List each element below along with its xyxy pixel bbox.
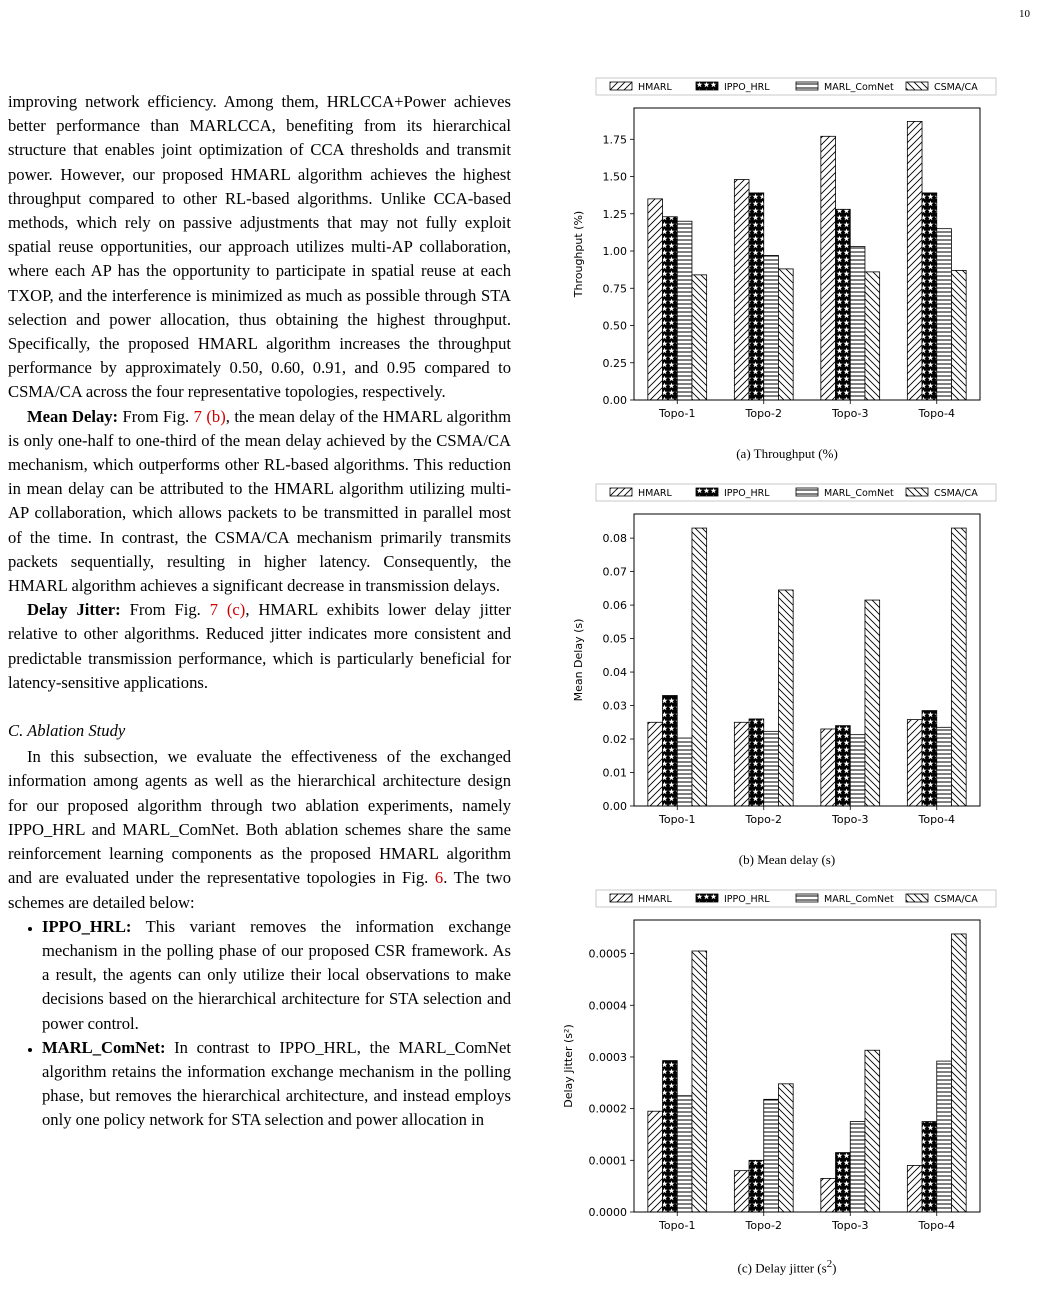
- bar-marl-comnet-topo-4: [937, 1061, 952, 1212]
- list-item-ippo-hrl: [42, 915, 511, 1036]
- bar-ippo-hrl-topo-4: [922, 711, 937, 806]
- legend-label: MARL_ComNet: [824, 894, 894, 905]
- x-tick-label: Topo-4: [918, 813, 955, 826]
- ippo-hrl-text: This variant removes the information exchange mechanism in the polling phase of our proposed CSR framework. As a result, the agents can only utilize their local observations to make decisions based on the hierarchical architecture for STA selection and power control.: [42, 916, 511, 1033]
- legend: [596, 890, 996, 907]
- x-tick-label: Topo-2: [745, 1219, 782, 1232]
- bar-ippo-hrl-topo-1: [663, 695, 678, 806]
- x-tick-label: Topo-2: [745, 407, 782, 420]
- bar-hmarl-topo-3: [821, 729, 836, 806]
- legend-swatch: [696, 894, 718, 902]
- legend-swatch: [906, 894, 928, 902]
- y-axis-label: Mean Delay (s): [572, 618, 585, 702]
- caption-throughput: (a) Throughput (%): [736, 446, 838, 461]
- caption-mean-delay: (b) Mean delay (s): [738, 852, 836, 867]
- x-tick-label: Topo-1: [659, 1219, 696, 1232]
- y-tick-label: 0.02: [602, 733, 627, 747]
- fig-7b-link[interactable]: 7 (b): [193, 406, 226, 426]
- bar-hmarl-topo-2: [734, 1171, 749, 1212]
- bar-ippo-hrl-topo-3: [836, 209, 851, 400]
- bar-hmarl-topo-4: [907, 720, 922, 806]
- legend-label: CSMA/CA: [934, 488, 978, 499]
- paragraph-mean-delay: [8, 405, 511, 599]
- delay-jitter-chart-svg: [556, 886, 1018, 1246]
- bar-csma-ca-topo-1: [692, 528, 707, 806]
- bar-ippo-hrl-topo-3: [836, 1153, 851, 1212]
- y-tick-label: 0.0005: [588, 947, 627, 961]
- bar-ippo-hrl-topo-4: [922, 193, 937, 400]
- bar-marl-comnet-topo-2: [764, 1099, 779, 1212]
- y-tick-label: 0.0003: [588, 1050, 627, 1064]
- ablation-list: [8, 915, 511, 1133]
- bar-csma-ca-topo-3: [865, 1050, 880, 1212]
- delay-jitter-chart: [556, 886, 1018, 1246]
- bar-ippo-hrl-topo-4: [922, 1122, 937, 1212]
- bar-marl-comnet-topo-1: [677, 738, 692, 806]
- legend-label: IPPO_HRL: [724, 82, 770, 93]
- throughput-chart-svg: [556, 74, 1018, 434]
- fig-7c-link[interactable]: 7 (c): [209, 600, 246, 620]
- delay-jitter-heading: Delay Jitter:: [27, 600, 121, 620]
- y-tick-label: 1.25: [602, 207, 627, 221]
- bar-csma-ca-topo-2: [778, 269, 793, 400]
- y-tick-label: 0.00: [602, 394, 627, 407]
- mean-delay-chart: [556, 480, 1018, 840]
- legend-swatch: [906, 488, 928, 496]
- y-axis-label: Delay Jitter (s²): [562, 1024, 575, 1108]
- y-tick-label: 0.05: [602, 632, 627, 646]
- legend-swatch: [796, 488, 818, 496]
- bar-csma-ca-topo-4: [951, 270, 966, 400]
- legend-swatch: [796, 82, 818, 90]
- bar-marl-comnet-topo-4: [937, 229, 952, 400]
- caption-delay-jitter: [556, 1258, 1018, 1276]
- bar-csma-ca-topo-1: [692, 275, 707, 400]
- bar-marl-comnet-topo-1: [677, 1096, 692, 1212]
- legend: [596, 484, 996, 501]
- legend-label: HMARL: [638, 82, 672, 93]
- y-tick-label: 0.0004: [588, 999, 627, 1013]
- legend-swatch: [696, 82, 718, 90]
- legend-label: MARL_ComNet: [824, 488, 894, 499]
- bar-ippo-hrl-topo-1: [663, 1061, 678, 1212]
- y-tick-label: 0.04: [602, 666, 627, 680]
- paragraph-ablation: [8, 745, 511, 914]
- caption-delay-jitter-main: (c) Delay jitter (s: [737, 1260, 827, 1276]
- x-tick-label: Topo-3: [832, 407, 869, 420]
- bar-csma-ca-topo-1: [692, 951, 707, 1212]
- x-tick-label: Topo-3: [832, 813, 869, 826]
- y-tick-label: 0.0001: [588, 1154, 627, 1168]
- bar-marl-comnet-topo-3: [850, 735, 865, 806]
- bar-hmarl-topo-3: [821, 136, 836, 400]
- bar-hmarl-topo-1: [648, 1111, 663, 1212]
- mean-delay-text-b: , the mean delay of the HMARL algorithm is only one-half to one-third of the mean delay achieved by the CSMA/CA mechanism, which outperforms other RL-based algorithms. This reduction in mean delay can be attributed to the HMARL algorithm utilizing multi-AP collaboration, which allows packets to be transmitted in parallel most of the time. In contrast, the CSMA/CA mechanism primarily transmits packets sequentially, resulting in higher latency. Consequently, the HMARL algorithm achieves a significant decrease in transmission delays.: [8, 406, 512, 596]
- delay-jitter-text-a: From Fig.: [120, 600, 210, 620]
- bar-hmarl-topo-2: [734, 722, 749, 806]
- bar-marl-comnet-topo-2: [764, 255, 779, 400]
- legend-swatch: [610, 894, 632, 902]
- bar-ippo-hrl-topo-2: [749, 193, 764, 400]
- bar-marl-comnet-topo-3: [850, 1122, 865, 1212]
- y-tick-label: 0.75: [602, 282, 627, 296]
- bar-ippo-hrl-topo-2: [749, 719, 764, 806]
- legend-swatch: [906, 82, 928, 90]
- legend-label: IPPO_HRL: [724, 488, 770, 499]
- legend-swatch: [610, 82, 632, 90]
- fig-6-link[interactable]: 6: [434, 868, 444, 888]
- legend-label: HMARL: [638, 894, 672, 905]
- y-tick-label: 0.01: [602, 766, 627, 780]
- paragraph-throughput: improving network efficiency. Among them, HRLCCA+Power achieves better performance than MARLCCA, benefiting from its hierarchical structure that enables joint optimization of CCA thresholds and transmit power. However, our proposed HMARL algorithm achieves the highest throughput compared to other RL-based algorithms. Unlike CCA-based methods, which rely on passive adjustments that may not fully exploit spatial reuse opportunities, our approach utilizes multi-AP collaboration, where each AP has the opportunity to participate in spatial reuse at each TXOP, and the interference is minimized as much as possible through STA selection and power allocation, thus obtaining the highest throughput. Specifically, the proposed HMARL algorithm increases the throughput performance by approximately 0.50, 0.60, 0.91, and 0.95 compared to CSMA/CA across the four representative topologies, respectively.: [8, 92, 511, 402]
- mean-delay-chart-svg: [556, 480, 1018, 840]
- list-item-marl-comnet: [42, 1036, 511, 1133]
- paragraph-delay-jitter: [8, 598, 511, 695]
- x-tick-label: Topo-4: [918, 1219, 955, 1232]
- y-tick-label: 1.75: [602, 133, 627, 147]
- bar-csma-ca-topo-3: [865, 272, 880, 400]
- bar-csma-ca-topo-4: [951, 934, 966, 1212]
- mean-delay-heading: Mean Delay:: [27, 406, 119, 426]
- legend-label: CSMA/CA: [934, 82, 978, 93]
- y-tick-label: 0.0000: [588, 1206, 627, 1219]
- ablation-text-a: In this subsection, we evaluate the effectiveness of the exchanged information among agents as well as the hierarchical architecture design for our proposed algorithm through two ablation experiments, namely IPPO_HRL and MARL_ComNet. Both ablation schemes share the same reinforcement learning components as the proposed HMARL algorithm and are evaluated under the representative topologies in Fig.: [8, 747, 511, 888]
- bar-marl-comnet-topo-4: [937, 727, 952, 806]
- legend-label: MARL_ComNet: [824, 82, 894, 93]
- body-text-column: [8, 90, 511, 1133]
- legend-label: CSMA/CA: [934, 894, 978, 905]
- ablation-text-b: . The two schemes are detailed below:: [8, 868, 512, 912]
- y-tick-label: 0.07: [602, 565, 627, 579]
- x-tick-label: Topo-2: [745, 813, 782, 826]
- legend-label: IPPO_HRL: [724, 894, 770, 905]
- bar-ippo-hrl-topo-3: [836, 726, 851, 806]
- x-tick-label: Topo-1: [659, 813, 696, 826]
- bar-csma-ca-topo-2: [778, 1084, 793, 1212]
- bar-hmarl-topo-4: [907, 1165, 922, 1212]
- marl-comnet-text: In contrast to IPPO_HRL, the MARL_ComNet algorithm retains the information exchange mechanism in the polling phase, but removes the hierarchical architecture, and instead employs only one policy network for STA selection and power allocation in: [42, 1037, 511, 1130]
- x-tick-label: Topo-1: [659, 407, 696, 420]
- bar-ippo-hrl-topo-2: [749, 1160, 764, 1212]
- bar-ippo-hrl-topo-1: [663, 217, 678, 400]
- bar-marl-comnet-topo-1: [677, 221, 692, 400]
- bar-hmarl-topo-4: [907, 121, 922, 400]
- y-tick-label: 0.50: [602, 319, 627, 333]
- marl-comnet-heading: MARL_ComNet:: [42, 1037, 166, 1057]
- legend-label: HMARL: [638, 488, 672, 499]
- bar-marl-comnet-topo-3: [850, 247, 865, 400]
- caption-delay-jitter-sup: 2: [826, 1258, 833, 1270]
- y-tick-label: 0.08: [602, 532, 627, 546]
- y-tick-label: 1.50: [602, 170, 627, 184]
- y-tick-label: 0.06: [602, 599, 627, 613]
- x-tick-label: Topo-4: [918, 407, 955, 420]
- caption-delay-jitter-end: ): [832, 1260, 837, 1276]
- y-tick-label: 0.03: [602, 699, 627, 713]
- y-tick-label: 0.0002: [588, 1102, 627, 1116]
- section-heading-ablation: C. Ablation Study: [8, 721, 126, 741]
- throughput-chart: [556, 74, 1018, 434]
- bar-csma-ca-topo-3: [865, 600, 880, 806]
- bar-marl-comnet-topo-2: [764, 731, 779, 806]
- y-axis-label: Throughput (%): [572, 210, 585, 298]
- bar-hmarl-topo-1: [648, 199, 663, 400]
- y-tick-label: 0.00: [602, 800, 627, 813]
- bar-csma-ca-topo-4: [951, 528, 966, 806]
- ippo-hrl-heading: IPPO_HRL:: [42, 916, 132, 936]
- legend-swatch: [696, 488, 718, 496]
- bar-hmarl-topo-3: [821, 1178, 836, 1212]
- bar-hmarl-topo-1: [648, 722, 663, 806]
- mean-delay-text-a: From Fig.: [118, 406, 194, 426]
- y-tick-label: 0.25: [602, 356, 627, 370]
- bar-csma-ca-topo-2: [778, 590, 793, 806]
- legend: [596, 78, 996, 95]
- bar-hmarl-topo-2: [734, 180, 749, 400]
- page-number: 10: [1019, 8, 1030, 20]
- legend-swatch: [610, 488, 632, 496]
- y-tick-label: 1.00: [602, 245, 627, 259]
- legend-swatch: [796, 894, 818, 902]
- delay-jitter-text-b: , HMARL exhibits lower delay jitter relative to other algorithms. Reduced jitter indicates more consistent and predictable transmission performance, which is particularly beneficial for latency-sensitive applications.: [8, 600, 511, 692]
- x-tick-label: Topo-3: [832, 1219, 869, 1232]
